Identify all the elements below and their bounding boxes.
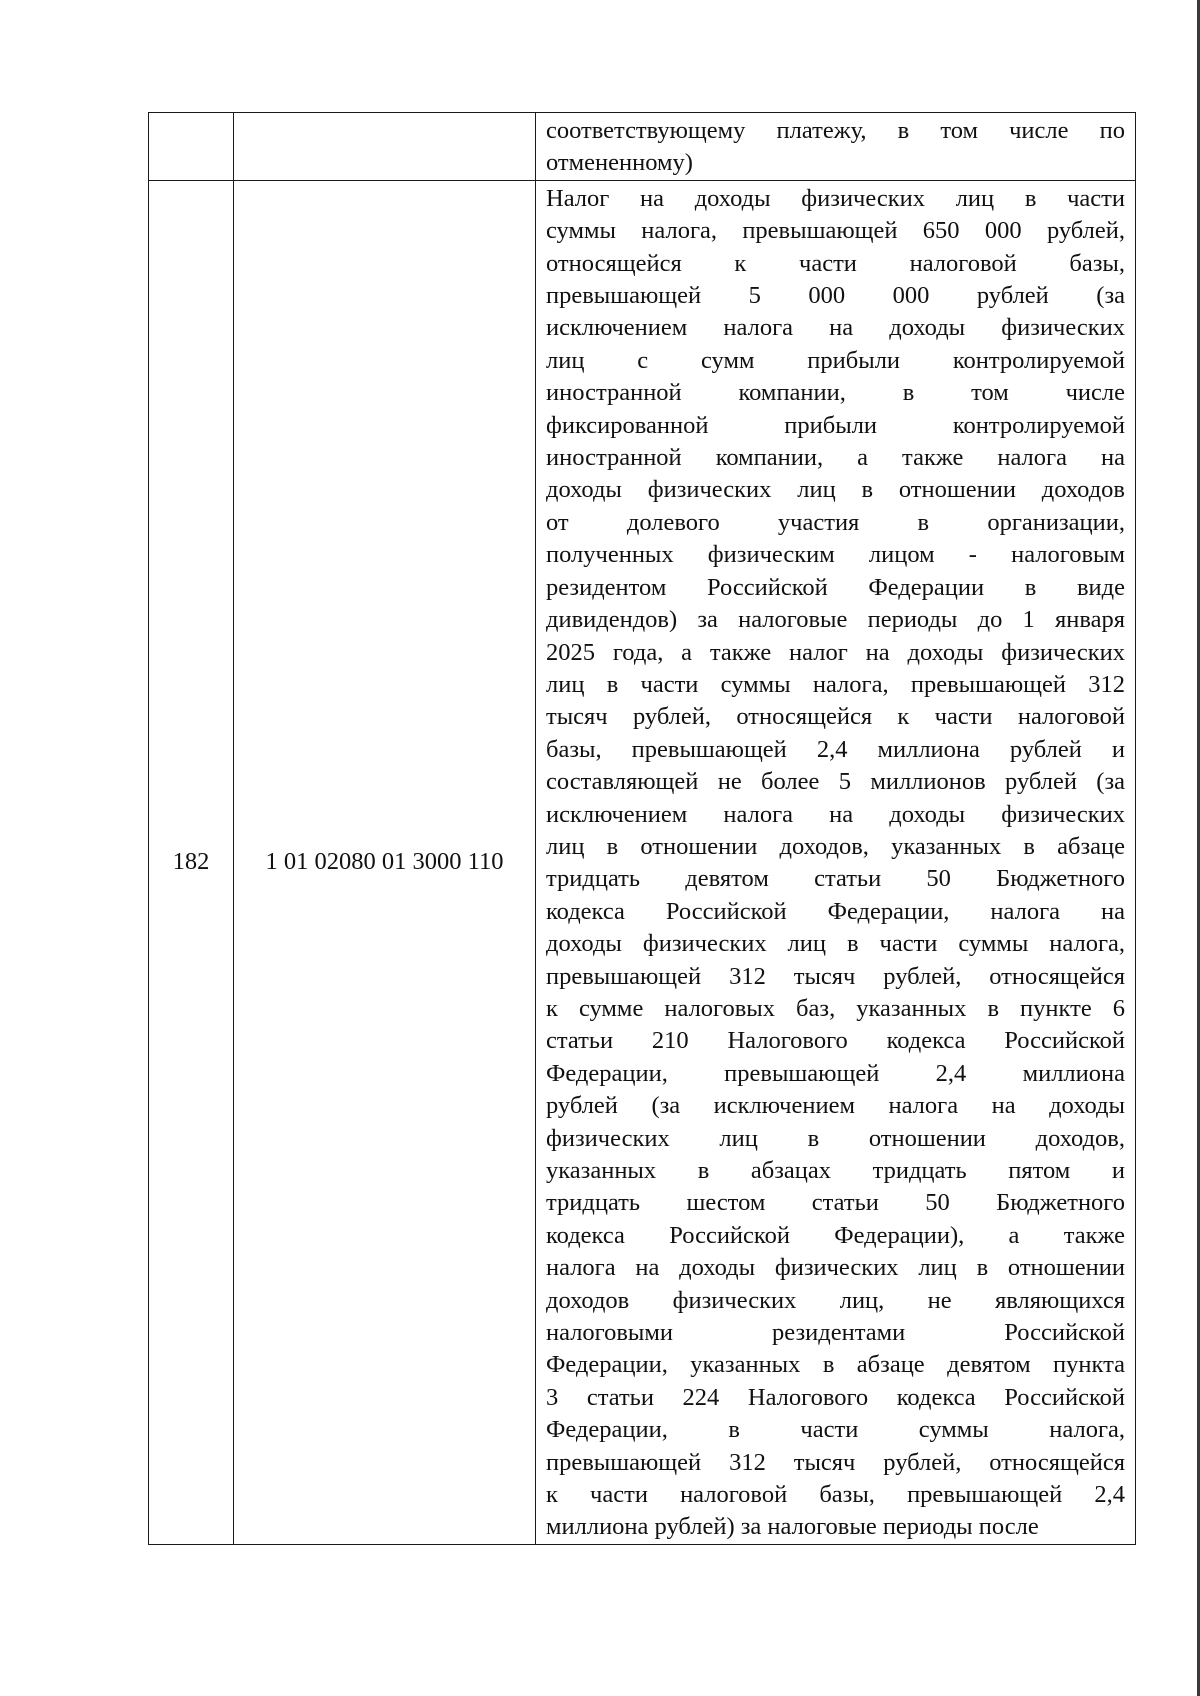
description-line: превышающей 312 тысяч рублей, относящейся: [546, 962, 1125, 990]
description-line: статьи 210 Налогового кодекса Российской: [546, 1027, 1125, 1055]
description-line: к сумме налоговых баз, указанных в пункте 6: [546, 994, 1125, 1022]
description-line: тридцать шестом статьи 50 Бюджетного: [546, 1189, 1125, 1217]
description-line: налоговыми резидентами Российской: [546, 1319, 1125, 1347]
table-row: [149, 113, 1136, 181]
description-line: миллиона рублей) за налоговые периоды после: [546, 1513, 1039, 1541]
description-line: лиц с сумм прибыли контролируемой: [546, 346, 1125, 374]
description-line: превышающей 312 тысяч рублей, относящейся: [546, 1448, 1125, 1476]
description-line: доходов физических лиц, не являющихся: [546, 1286, 1125, 1314]
description-text: [536, 181, 1135, 1544]
description-line: составляющей не более 5 миллионов рублей (за: [546, 768, 1125, 796]
description-line: тысяч рублей, относящейся к части налоговой: [546, 703, 1125, 731]
description-line: исключением налога на доходы физических: [546, 314, 1125, 342]
description-text: [536, 113, 1135, 180]
description-line: исключением налога на доходы физических: [546, 800, 1125, 828]
description-line: указанных в абзацах тридцать пятом и: [546, 1157, 1125, 1184]
description-cell: [536, 180, 1136, 1544]
description-line: базы, превышающей 2,4 миллиона рублей и: [546, 735, 1125, 763]
description-line: иностранной компании, в том числе: [546, 379, 1125, 407]
description-line: налога на доходы физических лиц в отношении: [546, 1254, 1125, 1282]
description-line: доходы физических лиц в отношении доходов: [546, 476, 1125, 504]
description-line: Федерации, указанных в абзаце девятом пункта: [546, 1351, 1125, 1379]
description-line: фиксированной прибыли контролируемой: [546, 411, 1125, 439]
table-row: [149, 180, 1136, 1544]
kbk-cell: 1 01 02080 01 3000 110: [234, 180, 536, 1544]
description-line: превышающей 5 000 000 рублей (за: [546, 282, 1125, 310]
budget-codes-table: [148, 112, 1136, 1545]
description-line: от долевого участия в организации,: [546, 508, 1125, 536]
description-line: Налог на доходы физических лиц в части: [546, 184, 1125, 212]
description-line: кодекса Российской Федерации, налога на: [546, 897, 1125, 925]
description-line: Федерации, в части суммы налога,: [546, 1416, 1125, 1444]
description-line: лиц в отношении доходов, указанных в абзаце: [546, 832, 1125, 860]
description-line: соответствующему платежу, в том числе по: [546, 117, 1125, 144]
description-line: полученных физическим лицом - налоговым: [546, 541, 1125, 569]
description-line: кодекса Российской Федерации), а также: [546, 1221, 1125, 1249]
description-line: лиц в части суммы налога, превышающей 312: [546, 670, 1125, 698]
description-line: 2025 года, а также налог на доходы физических: [546, 638, 1125, 666]
description-line: 3 статьи 224 Налогового кодекса Российской: [546, 1383, 1125, 1411]
description-line: отмененному): [546, 149, 693, 177]
description-line: резидентом Российской Федерации в виде: [546, 573, 1125, 601]
description-line: Федерации, превышающей 2,4 миллиона: [546, 1059, 1125, 1087]
description-line: относящейся к части налоговой базы,: [546, 249, 1125, 277]
description-line: иностранной компании, а также налога на: [546, 444, 1125, 472]
description-line: к части налоговой базы, превышающей 2,4: [546, 1481, 1125, 1509]
admin-code-cell: [149, 113, 234, 181]
description-cell: [536, 113, 1136, 181]
description-line: доходы физических лиц в части суммы налога,: [546, 930, 1125, 958]
kbk-cell: [234, 113, 536, 181]
admin-code-cell: 182: [149, 180, 234, 1544]
description-line: суммы налога, превышающей 650 000 рублей,: [546, 217, 1125, 245]
description-line: рублей (за исключением налога на доходы: [546, 1092, 1125, 1120]
description-line: тридцать девятом статьи 50 Бюджетного: [546, 865, 1125, 893]
description-line: физических лиц в отношении доходов,: [546, 1124, 1125, 1152]
description-line: дивидендов) за налоговые периоды до 1 января: [546, 606, 1125, 634]
